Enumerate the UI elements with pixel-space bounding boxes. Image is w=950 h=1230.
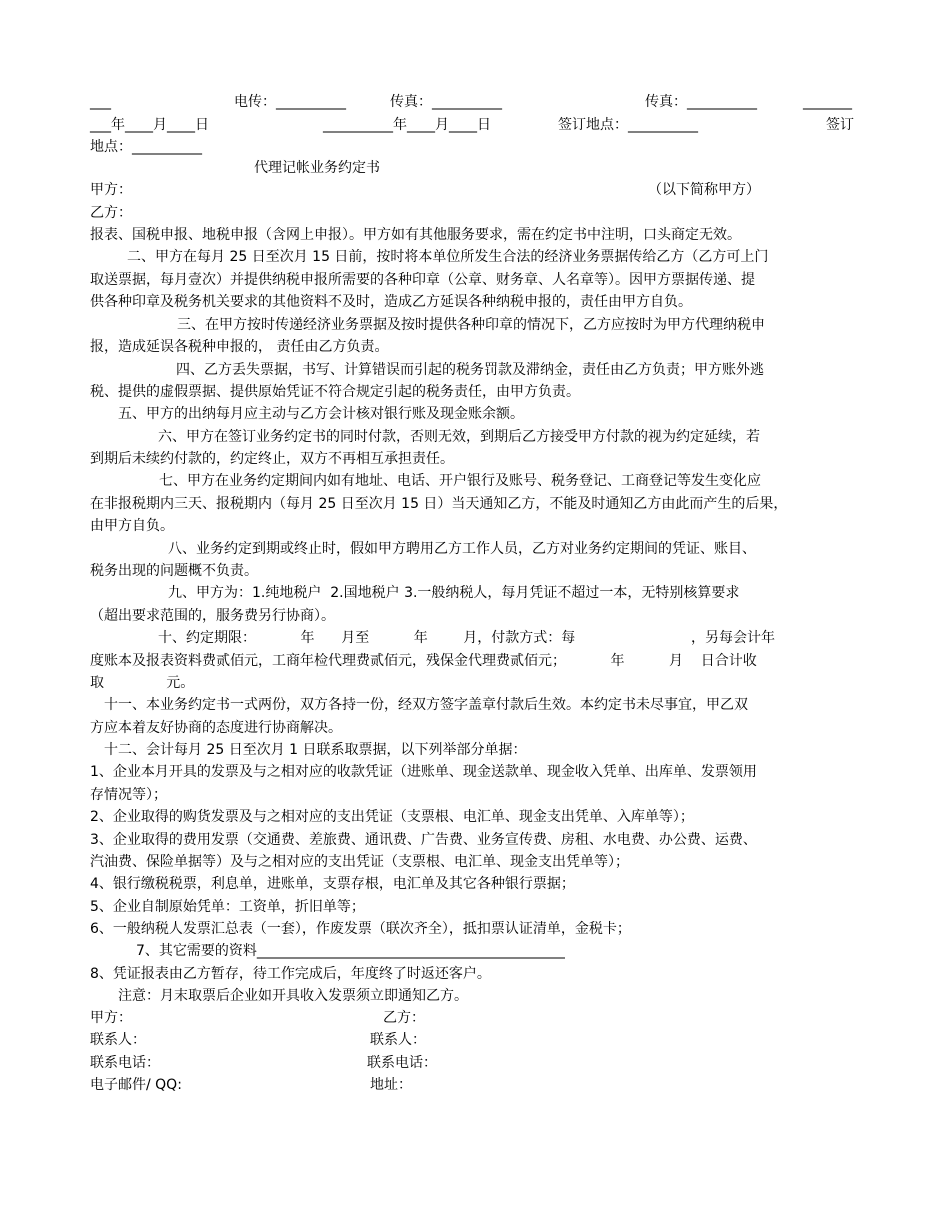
- body-line: 在非报税期内三天、报税期内（每月 25 日至次月 15 日）当天通知乙方，不能及时通知乙方由此而产生的后果，: [90, 496, 788, 512]
- body-line: 注意：月末取票后企业如开具收入发票须立即通知乙方。: [118, 988, 468, 1004]
- body-line: 7、其它需要的资料____________________________________________: [136, 943, 565, 959]
- header-sign-place: 签订地点：__________: [558, 117, 698, 133]
- party-a-label: 甲方：: [90, 182, 132, 198]
- signature-phone-b: 联系电话：: [367, 1055, 437, 1071]
- body-line: 方应本着友好协商的态度进行协商解决。: [90, 720, 342, 736]
- header-date-1: ___年____月____日: [90, 117, 209, 133]
- body-line: 存情况等）；: [90, 787, 167, 803]
- body-line: （超出要求范围的，服务费另行协商）。: [90, 608, 335, 624]
- body-line: 汽油费、保险单据等）及与之相对应的支出凭证（支票根、电汇单、现金支出凭单等）；: [90, 854, 629, 870]
- body-line: 由甲方自负。: [90, 518, 174, 534]
- body-line: 取送票据，每月壹次）并提供纳税申报所需要的各种印章（公章、财务章、人名章等）。因甲方票据传递、提: [90, 272, 755, 288]
- header-sign-place-2: 签订: [826, 117, 854, 133]
- body-line: 八、业务约定到期或终止时，假如甲方聘用乙方工作人员，乙方对业务约定期间的凭证、账目、: [168, 541, 756, 557]
- body-line: 七、甲方在业务约定期间内如有地址、电话、开户银行及账号、税务登记、工商登记等发生变化应: [159, 473, 761, 489]
- body-line: 到期后未续约付款的，约定终止，双方不再相互承担责任。: [90, 451, 454, 467]
- body-line: 十二、会计每月 25 日至次月 1 日联系取票据，以下列举部分单据：: [104, 742, 527, 758]
- body-line: 税务出现的问题概不负责。: [90, 563, 258, 579]
- body-line: 五、甲方的出纳每月应主动与乙方会计核对银行账及现金账余额。: [118, 406, 524, 422]
- body-line: 3、企业取得的费用发票（交通费、差旅费、通讯费、广告费、业务宣传费、房租、水电费、办公费、运费、: [90, 832, 757, 848]
- header-date-2: __________年____月____日: [323, 117, 491, 133]
- body-line: 取 元。: [90, 675, 195, 691]
- signature-phone-a: 联系电话：: [90, 1055, 160, 1071]
- body-line: 十一、本业务约定书一式两份，双方各持一份，经双方签字盖章付款后生效。本约定书未尽事宜，甲乙双: [104, 697, 748, 713]
- header-fax-1: 传真：__________: [390, 94, 502, 110]
- body-line: 4、银行缴税税票，利息单，进账单，支票存根，电汇单及其它各种银行票据；: [90, 876, 575, 892]
- signature-email-a: 电子邮件/ QQ:: [90, 1077, 182, 1093]
- body-line: 供各种印章及税务机关要求的其他资料不及时，造成乙方延误各种纳税申报的，责任由甲方自负。: [90, 294, 692, 310]
- body-line: 8、凭证报表由乙方暂存，待工作完成后，年度终了时返还客户。: [90, 966, 491, 982]
- signature-address-b: 地址：: [370, 1077, 412, 1093]
- header-blank-end: _______: [803, 94, 852, 110]
- signature-contact-b: 联系人：: [370, 1032, 426, 1048]
- body-line: 十、约定期限： 年 月至 年 月，付款方式：每 ，另每会计年: [158, 630, 776, 646]
- body-line: 税、提供的虚假票据、提供原始凭证不符合规定引起的税务责任，由甲方负责。: [90, 384, 580, 400]
- signature-party-b: 乙方：: [383, 1010, 425, 1026]
- header-place-line: 地点：__________: [90, 139, 202, 155]
- body-line: 1、企业本月开具的发票及与之相对应的收款凭证（进账单、现金送款单、现金收入凭单、出库单、发票领用: [90, 764, 757, 780]
- body-line: 二、甲方在每月 25 日至次月 15 日前，按时将本单位所发生合法的经济业务票据传给乙方（乙方可上门: [127, 249, 769, 265]
- body-line: 5、企业自制原始凭单：工资单，折旧单等；: [90, 899, 365, 915]
- body-line: 报，造成延误各税种申报的， 责任由乙方负责。: [90, 339, 389, 355]
- body-line: 三、在甲方按时传递经济业务票据及按时提供各种印章的情况下，乙方应按时为甲方代理纳税申: [177, 317, 765, 333]
- body-line: 四、乙方丢失票据，书写、计算错误而引起的税务罚款及滞纳金，责任由乙方负责；甲方账外逃: [176, 362, 764, 378]
- body-line: 九、甲方为：1.纯地税户 2.国地税户 3.一般纳税人，每月凭证不超过一本，无特别核算要求: [168, 585, 740, 601]
- document-title: 代理记帐业务约定书: [254, 160, 380, 176]
- body-line: 6、一般纳税人发票汇总表（一套），作废发票（联次齐全），抵扣票认证清单，金税卡；: [90, 921, 631, 937]
- signature-party-a: 甲方：: [90, 1010, 132, 1026]
- header-fax-2: 传真：__________: [645, 94, 757, 110]
- body-line: 报表、国税申报、地税申报（含网上申报）。甲方如有其他服务要求，需在约定书中注明，口头商定无效。: [90, 227, 741, 243]
- body-line: 度账本及报表资料费贰佰元，工商年检代理费贰佰元，残保金代理费贰佰元； 年 月 日合计收: [90, 653, 757, 669]
- body-line: 六、甲方在签订业务约定书的同时付款，否则无效，到期后乙方接受甲方付款的视为约定延续，若: [158, 429, 760, 445]
- party-b-label: 乙方：: [90, 205, 132, 221]
- header-blank: ___: [90, 94, 111, 110]
- signature-contact-a: 联系人：: [90, 1032, 146, 1048]
- header-telex: 电传：__________: [234, 94, 346, 110]
- party-a-note: （以下简称甲方）: [648, 182, 760, 198]
- body-line: 2、企业取得的购货发票及与之相对应的支出凭证（支票根、电汇单、现金支出凭单、入库单等）；: [90, 809, 694, 825]
